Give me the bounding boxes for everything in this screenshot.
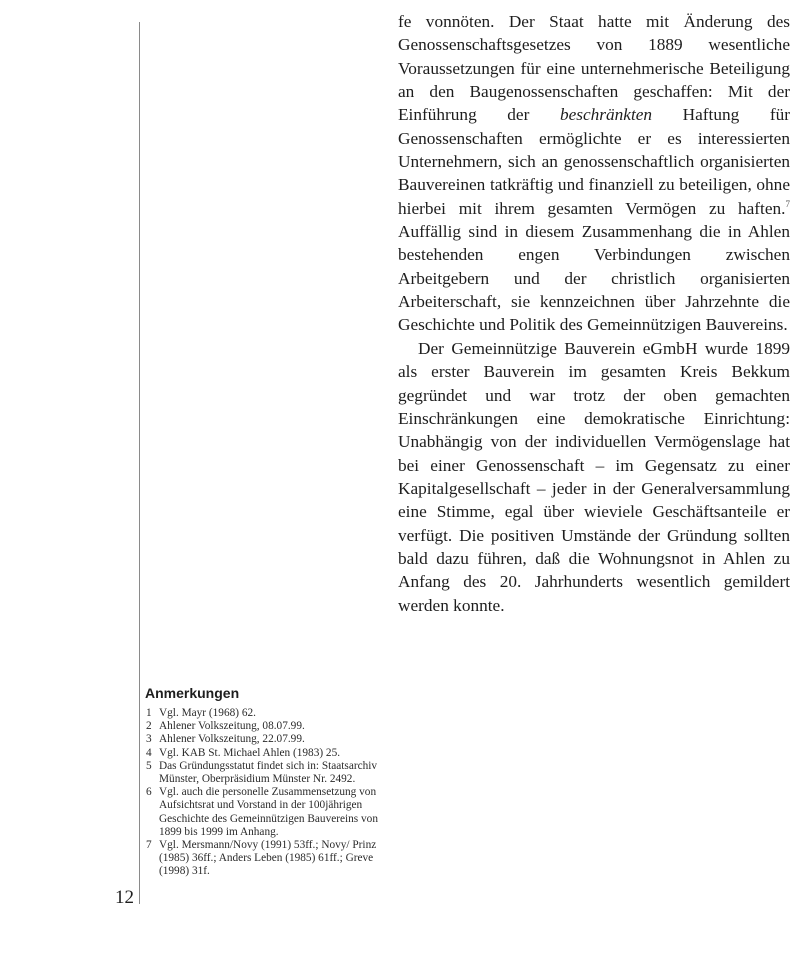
footnote-number: 1 bbox=[146, 707, 152, 719]
margin-rule bbox=[139, 22, 140, 904]
paragraph-1-part-c: Auffällig sind in diesem Zusammenhang die in Ahlen bestehenden engen Verbindungen zwischen Arbeitgebern und der christlich organisierten Arbeiterschaft, sie kennzeichnen über Jahrzehnte die Geschichte und Politik des Gemeinnützigen Bauvereins. bbox=[398, 222, 790, 335]
footnote-text: Vgl. Mersmann/Novy (1991) 53ff.; Novy/ Prinz (1985) 36ff.; Anders Leben (1985) 61ff.; Greve (1998) 31f. bbox=[159, 839, 377, 878]
footnote-text: Vgl. KAB St. Michael Ahlen (1983) 25. bbox=[159, 746, 341, 759]
emphasis-beschraenkten: beschränkten bbox=[559, 105, 653, 125]
footnote-item bbox=[145, 733, 395, 746]
footnote-text: Das Gründungsstatut findet sich in: Staatsarchiv Münster, Oberpräsidium Münster Nr. 2492. bbox=[159, 759, 378, 786]
paragraph-1 bbox=[398, 10, 790, 337]
footnote-item bbox=[145, 747, 395, 760]
footnote-item bbox=[145, 707, 395, 720]
footnote-number: 5 bbox=[146, 759, 152, 772]
footnotes-list bbox=[145, 707, 395, 879]
footnote-text: Vgl. Mayr (1968) 62. bbox=[159, 707, 256, 719]
footnote-number: 2 bbox=[146, 720, 152, 733]
paragraph-2: Der Gemeinnützige Bauverein eGmbH wurde 1899 als erster Bauverein im gesamten Kreis Bekkum gegründet und war trotz der oben gemachten Einschränkungen eine demokratische Einrichtung: Unabhängig von der individuellen Vermögenslage hat bei einer Genossenschaft – im Gegensatz zu einer Kapitalgesellschaft – jeder in der Generalversammlung eine Stimme, egal über wieviele Geschäftsanteile er verfügt. Die positiven Umstände der Gründung sollten bald dazu führen, daß die Wohnungsnot in Ahlen zu Anfang des 20. Jahrhunderts wesentlich gemildert werden konnte. bbox=[398, 338, 790, 615]
footnote-ref-7: 7 bbox=[785, 198, 790, 209]
footnote-item bbox=[145, 760, 395, 786]
footnotes-heading: Anmerkungen bbox=[145, 685, 240, 701]
footnote-item bbox=[145, 720, 395, 733]
footnote-number: 6 bbox=[146, 786, 152, 799]
footnote-text: Ahlener Volkszeitung, 08.07.99. bbox=[159, 720, 305, 733]
footnote-number: 7 bbox=[146, 839, 152, 852]
paragraph-1-part-a: fe vonnöten. Der Staat hatte mit Änderung des Genossenschaftsgesetzes von 1889 wesentliche Voraussetzungen für eine unternehmerische Beteiligung an den Baugenossenschaften geschaffen: Mit der Einführung der bbox=[398, 12, 790, 125]
footnote-number: 4 bbox=[146, 746, 152, 759]
footnote-number: 3 bbox=[146, 733, 152, 746]
main-text-column bbox=[398, 10, 790, 617]
footnote-item bbox=[145, 839, 395, 879]
page-number: 12 bbox=[115, 887, 134, 908]
paragraph-1-part-b: Haftung für Genossenschaften ermöglichte er es interessierten Unternehmern, sich an genossenschaftlich organisierten Bauvereinen tatkräftig und finanziell zu beteiligen, ohne hierbei mit ihrem gesamten Vermögen zu haften. bbox=[398, 105, 791, 218]
footnote-text: Ahlener Volkszeitung, 22.07.99. bbox=[159, 733, 305, 746]
footnotes-section bbox=[145, 685, 395, 879]
footnote-item bbox=[145, 786, 395, 839]
footnote-text: Vgl. auch die personelle Zusammensetzung von Aufsichtsrat und Vorstand in der 100jährigen Geschichte des Gemeinnützigen Bauvereins von 1899 bis 1999 im Anhang. bbox=[159, 786, 378, 838]
